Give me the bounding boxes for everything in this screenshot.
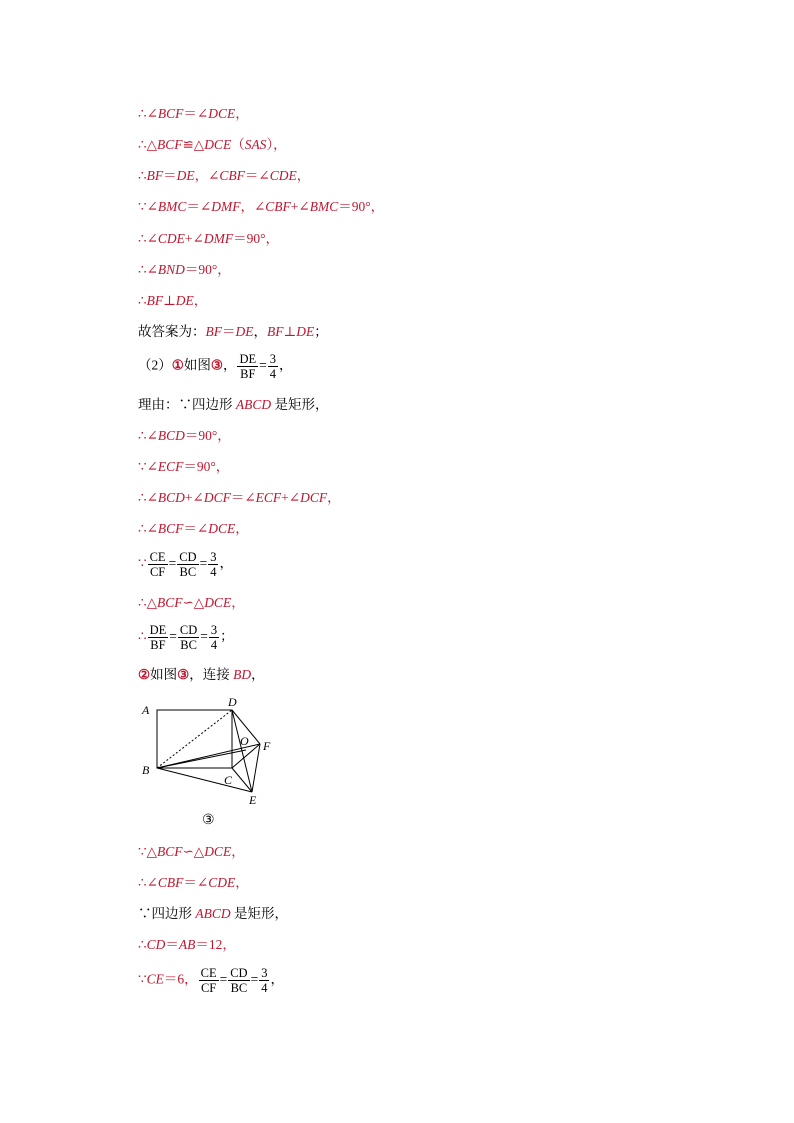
fraction-denominator: 4 <box>210 638 218 652</box>
fraction-numerator: 3 <box>210 550 217 564</box>
text-segment: ＝90°， <box>338 199 385 214</box>
text-segment: ＝90°， <box>184 428 231 443</box>
text-segment: DMF <box>211 199 241 214</box>
text-segment: ， <box>219 555 233 571</box>
text-segment: ∴∠ <box>138 428 158 443</box>
solution-line <box>138 197 384 217</box>
segment-be <box>157 768 252 792</box>
solution-line <box>138 488 341 508</box>
fraction-numerator: CD <box>179 623 198 637</box>
fraction-numerator: CE <box>200 966 217 980</box>
text-segment: ∴∠ <box>138 231 158 246</box>
text-segment: ③ <box>177 667 190 682</box>
text-segment: BF <box>267 324 284 339</box>
solution-line <box>138 291 207 311</box>
solution-line <box>138 519 249 539</box>
text-segment: （2） <box>138 357 172 373</box>
text-segment: ）， <box>266 137 287 152</box>
text-segment: 理由：∵四边形 <box>138 397 236 412</box>
text-segment: 如图 <box>183 357 211 373</box>
text-segment: BCF <box>156 844 183 859</box>
text-segment: ， <box>279 357 293 373</box>
solution-line <box>138 352 293 381</box>
solution-line <box>138 135 287 155</box>
text-segment: ＝∠ <box>230 490 256 505</box>
text-segment: ； <box>220 628 234 644</box>
fraction-denominator: 4 <box>269 367 277 381</box>
text-segment: ③ <box>210 357 223 373</box>
text-segment: 故答案为： <box>138 324 206 339</box>
text-segment: DCF <box>300 490 328 505</box>
text-segment: DCE <box>204 844 232 859</box>
label-d: D <box>228 695 237 709</box>
text-segment: ＝ <box>165 937 179 952</box>
fraction-denominator: 4 <box>210 565 217 579</box>
text-segment: ＝∠ <box>244 168 270 183</box>
text-segment: ECF <box>157 459 184 474</box>
text-segment: = <box>259 357 267 373</box>
solution-line <box>138 665 265 685</box>
solution-line <box>138 550 233 579</box>
fraction-numerator: CD <box>230 966 248 980</box>
fraction-denominator: BF <box>150 638 166 652</box>
fraction-numerator: DE <box>149 623 167 637</box>
text-segment: DE <box>175 293 194 308</box>
label-e: E <box>249 793 257 807</box>
text-segment: = <box>169 628 177 644</box>
segment-fe <box>252 744 260 792</box>
text-segment: ，∠ <box>194 168 220 183</box>
text-segment: DE <box>296 324 315 339</box>
text-segment: = <box>199 555 208 571</box>
text-segment: ＝∠ <box>183 875 209 890</box>
text-segment: BCF <box>157 106 184 121</box>
text-segment: CBF <box>157 875 184 890</box>
text-segment: ， <box>193 293 208 308</box>
text-segment: ＝6， <box>163 971 198 987</box>
fraction <box>237 352 258 381</box>
text-segment: = <box>200 628 208 644</box>
text-segment: ， <box>296 168 311 183</box>
solution-line <box>138 935 236 955</box>
text-segment: BCF <box>156 595 183 610</box>
text-segment: ∵∠ <box>138 199 158 214</box>
solution-line <box>138 229 279 249</box>
fraction-denominator: BC <box>179 565 197 579</box>
figure-caption: ③ <box>202 813 215 828</box>
text-segment: ABCD <box>195 906 231 921</box>
text-segment: DCE <box>204 595 232 610</box>
text-segment: +∠ <box>281 490 301 505</box>
text-segment: +∠ <box>184 231 204 246</box>
fraction-denominator: BC <box>180 638 197 652</box>
text-segment: ＝∠ <box>186 199 212 214</box>
solution-line <box>138 842 245 862</box>
text-segment: ∴ <box>138 937 147 952</box>
text-segment: ① <box>171 357 184 373</box>
label-c: C <box>224 773 233 787</box>
text-segment: DCF <box>203 490 231 505</box>
text-segment: ＝90°， <box>183 459 230 474</box>
text-segment: SAS <box>244 137 267 152</box>
fraction-denominator: CF <box>149 565 166 579</box>
text-segment: ② <box>138 667 151 682</box>
fraction <box>178 623 199 652</box>
fraction-denominator: BC <box>230 981 248 995</box>
solution-line <box>138 426 231 446</box>
text-segment: ∴∠ <box>138 521 158 536</box>
text-segment: +∠ <box>184 490 204 505</box>
text-segment: ∵ <box>138 555 147 571</box>
solution-line <box>138 873 249 893</box>
text-segment: BF <box>146 168 164 183</box>
solution-line <box>138 322 328 342</box>
text-segment: BMC <box>309 199 339 214</box>
text-segment: ＝∠ <box>183 106 209 121</box>
text-segment: ＝∠ <box>183 521 209 536</box>
fraction <box>199 966 219 995</box>
text-segment: CDE <box>269 168 297 183</box>
text-segment: ＝12， <box>195 937 236 952</box>
text-segment: ∴ <box>138 293 147 308</box>
fraction-numerator: 3 <box>269 352 277 366</box>
text-segment: ＝ <box>163 168 177 183</box>
text-segment: CDE <box>157 231 185 246</box>
text-segment: ABCD <box>235 397 272 412</box>
text-segment: ， <box>235 106 249 121</box>
text-segment: （ <box>231 137 245 152</box>
solution-line <box>138 593 245 613</box>
text-segment: CE <box>146 971 164 987</box>
text-segment: DCE <box>208 521 236 536</box>
text-segment: +∠ <box>290 199 310 214</box>
label-f: F <box>263 739 271 753</box>
text-segment: ∽△ <box>182 844 205 859</box>
text-segment: = <box>168 555 177 571</box>
text-segment: BCF <box>156 137 183 152</box>
text-segment: DCE <box>208 106 236 121</box>
text-segment: ∴∠ <box>138 262 158 277</box>
solution-line <box>138 260 231 280</box>
fraction <box>228 966 249 995</box>
fraction <box>148 623 169 652</box>
label-o: O <box>240 734 249 748</box>
label-b: B <box>142 763 150 777</box>
text-segment: ， <box>251 667 265 682</box>
fraction-numerator: CD <box>179 550 197 564</box>
text-segment: = <box>250 971 259 987</box>
text-segment: BND <box>157 262 185 277</box>
text-segment: ，连接 <box>189 667 234 682</box>
text-segment: 是矩形， <box>271 397 329 412</box>
text-segment: BF <box>205 324 222 339</box>
fraction-numerator: CE <box>149 550 166 564</box>
solution-line <box>138 166 310 186</box>
text-segment: BCD <box>157 428 185 443</box>
text-segment: ≌△ <box>182 137 205 152</box>
text-segment: CDE <box>208 875 236 890</box>
text-segment: BCD <box>157 490 185 505</box>
text-segment: ，∠ <box>240 199 266 214</box>
geometry-figure-3 <box>136 692 286 812</box>
text-segment: = <box>219 971 228 987</box>
text-segment: ∵∠ <box>138 459 158 474</box>
fraction <box>268 352 278 381</box>
text-segment: ∴∠ <box>138 490 158 505</box>
text-segment: ， <box>231 844 245 859</box>
text-segment: ⊥ <box>283 324 297 339</box>
text-segment: DE <box>235 324 254 339</box>
fraction-denominator: 4 <box>261 981 268 995</box>
text-segment: 是矩形， <box>230 906 288 921</box>
text-segment: 如图 <box>150 667 178 682</box>
solution-line <box>138 904 288 924</box>
text-segment: ∴ <box>138 168 147 183</box>
fraction-numerator: 3 <box>261 966 268 980</box>
text-segment: ∽△ <box>182 595 205 610</box>
segment-bo <box>157 750 246 768</box>
text-segment: ， <box>270 971 284 987</box>
text-segment: ∴∠ <box>138 875 158 890</box>
fraction <box>148 550 168 579</box>
text-segment: CBF <box>219 168 245 183</box>
text-segment: DE <box>176 168 195 183</box>
label-a: A <box>142 703 150 717</box>
fraction-numerator: 3 <box>210 623 218 637</box>
text-segment: ECF <box>255 490 282 505</box>
text-segment: BCF <box>157 521 184 536</box>
text-segment: ， <box>253 324 267 339</box>
text-segment: ＝90°， <box>233 231 279 246</box>
solution-line <box>138 104 249 124</box>
solution-line <box>138 966 284 995</box>
text-segment: BF <box>146 293 164 308</box>
text-segment: ； <box>314 324 328 339</box>
text-segment: BMC <box>157 199 187 214</box>
fraction-numerator: DE <box>239 352 257 366</box>
fraction-denominator: BF <box>240 367 256 381</box>
text-segment: CD <box>146 937 166 952</box>
text-segment: CBF <box>265 199 291 214</box>
text-segment: ， <box>222 357 237 373</box>
fraction <box>177 550 198 579</box>
fraction <box>259 966 269 995</box>
text-segment: ∴ <box>138 628 147 644</box>
text-segment: ＝90°， <box>184 262 231 277</box>
fraction <box>209 623 219 652</box>
solution-line <box>138 457 229 477</box>
solution-line <box>138 395 329 415</box>
text-segment: ∴△ <box>138 595 157 610</box>
text-segment: ， <box>235 875 249 890</box>
text-segment: ∵△ <box>138 844 157 859</box>
fraction <box>208 550 218 579</box>
text-segment: ⊥ <box>163 293 176 308</box>
text-segment: ∵四边形 <box>138 906 196 921</box>
fraction-denominator: CF <box>200 981 217 995</box>
text-segment: ∵ <box>138 971 147 987</box>
text-segment: ， <box>327 490 341 505</box>
text-segment: AB <box>178 937 196 952</box>
text-segment: DCE <box>204 137 232 152</box>
text-segment: ＝ <box>222 324 236 339</box>
text-segment: ∴△ <box>138 137 157 152</box>
text-segment: ， <box>235 521 249 536</box>
text-segment: DMF <box>203 231 234 246</box>
text-segment: ∴∠ <box>138 106 158 121</box>
text-segment: ， <box>231 595 245 610</box>
solution-line <box>138 623 234 652</box>
text-segment: BD <box>233 667 252 682</box>
